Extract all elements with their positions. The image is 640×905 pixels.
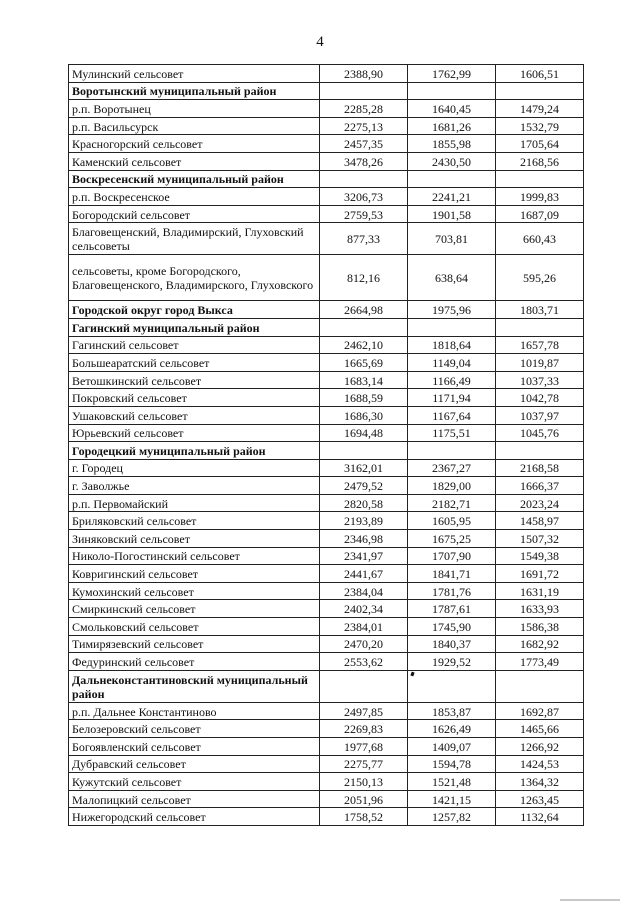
municipality-name-cell: г. Городец <box>69 459 320 477</box>
section-header-row <box>69 301 584 319</box>
municipality-name-cell: Дубравский сельсовет <box>69 755 320 773</box>
value-cell-3: 1045,76 <box>496 424 584 442</box>
table-row <box>69 738 584 756</box>
table-row <box>69 205 584 223</box>
municipality-name-cell: р.п. Воскресенское <box>69 188 320 206</box>
municipality-name-cell: Смольковский сельсовет <box>69 618 320 636</box>
table-row <box>69 582 584 600</box>
value-cell-2: 1175,51 <box>408 424 496 442</box>
table-body <box>69 65 584 826</box>
value-cell-3: 1042,78 <box>496 389 584 407</box>
value-cell-1: 2664,98 <box>320 301 408 319</box>
value-cell-1: 1688,59 <box>320 389 408 407</box>
value-cell-1: 2441,67 <box>320 565 408 583</box>
value-cell-3: 1606,51 <box>496 65 584 83</box>
value-cell-1 <box>320 82 408 100</box>
table-row <box>69 117 584 135</box>
value-cell-1: 2285,28 <box>320 100 408 118</box>
municipality-name-cell: Кумохинский сельсовет <box>69 582 320 600</box>
value-cell-3: 1692,87 <box>496 702 584 720</box>
value-cell-1: 2457,35 <box>320 135 408 153</box>
district-name-cell: Воротынский муниципальный район <box>69 82 320 100</box>
value-cell-2: 2182,71 <box>408 494 496 512</box>
table-row <box>69 255 584 301</box>
table-row <box>69 790 584 808</box>
value-cell-2: 1605,95 <box>408 512 496 530</box>
value-cell-2: 2241,21 <box>408 188 496 206</box>
value-cell-2 <box>408 442 496 460</box>
table-row <box>69 459 584 477</box>
table-row <box>69 223 584 255</box>
table-row <box>69 773 584 791</box>
value-cell-2: 1929,52 <box>408 653 496 671</box>
section-header-row <box>69 82 584 100</box>
value-cell-1: 2470,20 <box>320 635 408 653</box>
value-cell-2: 1975,96 <box>408 301 496 319</box>
municipality-name-cell: Красногорский сельсовет <box>69 135 320 153</box>
municipality-name-cell: Мулинский сельсовет <box>69 65 320 83</box>
value-cell-3: 1631,19 <box>496 582 584 600</box>
section-header-row <box>69 670 584 702</box>
table-row <box>69 188 584 206</box>
value-cell-3 <box>496 318 584 336</box>
value-cell-2: 1521,48 <box>408 773 496 791</box>
value-cell-3: 1691,72 <box>496 565 584 583</box>
value-cell-3: 1479,24 <box>496 100 584 118</box>
value-cell-1: 2275,13 <box>320 117 408 135</box>
municipality-name-cell: Богородский сельсовет <box>69 205 320 223</box>
district-name-cell: Дальнеконстантиновский муниципальный район <box>69 670 320 702</box>
district-name-cell: Городской округ город Выкса <box>69 301 320 319</box>
value-cell-3: 1666,37 <box>496 477 584 495</box>
value-cell-2: 1421,15 <box>408 790 496 808</box>
value-cell-1: 1694,48 <box>320 424 408 442</box>
value-cell-2: 1855,98 <box>408 135 496 153</box>
table-row <box>69 547 584 565</box>
value-cell-3: 1266,92 <box>496 738 584 756</box>
value-cell-2: 1707,90 <box>408 547 496 565</box>
value-cell-2: 703,81 <box>408 223 496 255</box>
value-cell-3: 1132,64 <box>496 808 584 826</box>
value-cell-1: 2820,58 <box>320 494 408 512</box>
page-number: 4 <box>316 34 324 50</box>
value-cell-2: 1853,87 <box>408 702 496 720</box>
value-cell-3 <box>496 82 584 100</box>
value-cell-1: 3478,26 <box>320 152 408 170</box>
value-cell-1: 2341,97 <box>320 547 408 565</box>
value-cell-2: 1818,64 <box>408 336 496 354</box>
section-header-row <box>69 318 584 336</box>
value-cell-2: 1781,76 <box>408 582 496 600</box>
value-cell-3: 595,26 <box>496 255 584 301</box>
value-cell-1: 1758,52 <box>320 808 408 826</box>
value-cell-3: 1037,33 <box>496 371 584 389</box>
value-cell-2: 1149,04 <box>408 354 496 372</box>
district-name-cell: Городецкий муниципальный район <box>69 442 320 460</box>
value-cell-2: 1257,82 <box>408 808 496 826</box>
value-cell-3: 1465,66 <box>496 720 584 738</box>
value-cell-3: 1364,32 <box>496 773 584 791</box>
municipality-name-cell: р.п. Первомайский <box>69 494 320 512</box>
table-row <box>69 389 584 407</box>
municipality-name-cell: Ветошкинский сельсовет <box>69 371 320 389</box>
value-cell-3: 1633,93 <box>496 600 584 618</box>
table-row <box>69 635 584 653</box>
value-cell-1: 3162,01 <box>320 459 408 477</box>
value-cell-1 <box>320 442 408 460</box>
footer-stamp-mark <box>560 899 620 901</box>
value-cell-2: 1675,25 <box>408 530 496 548</box>
value-cell-3: 1549,38 <box>496 547 584 565</box>
municipality-name-cell: Федуринский сельсовет <box>69 653 320 671</box>
table-row <box>69 336 584 354</box>
table-row <box>69 406 584 424</box>
value-cell-1 <box>320 170 408 188</box>
value-cell-3: 1687,09 <box>496 205 584 223</box>
value-cell-1: 2388,90 <box>320 65 408 83</box>
value-cell-3: 660,43 <box>496 223 584 255</box>
municipality-name-cell: Малопицкий сельсовет <box>69 790 320 808</box>
value-cell-2 <box>408 82 496 100</box>
value-cell-2: 1762,99 <box>408 65 496 83</box>
value-cell-1: 1683,14 <box>320 371 408 389</box>
table-row <box>69 512 584 530</box>
municipality-name-cell: Гагинский сельсовет <box>69 336 320 354</box>
value-cell-2: 1745,90 <box>408 618 496 636</box>
value-cell-2 <box>408 318 496 336</box>
value-cell-1 <box>320 318 408 336</box>
table-row <box>69 152 584 170</box>
municipality-name-cell: Покровский сельсовет <box>69 389 320 407</box>
value-cell-1: 2275,77 <box>320 755 408 773</box>
value-cell-2: 1829,00 <box>408 477 496 495</box>
municipality-name-cell: г. Заволжье <box>69 477 320 495</box>
value-cell-1: 877,33 <box>320 223 408 255</box>
value-cell-1: 2759,53 <box>320 205 408 223</box>
tariff-table <box>68 64 584 826</box>
value-cell-3: 2168,58 <box>496 459 584 477</box>
value-cell-1: 2497,85 <box>320 702 408 720</box>
value-cell-1: 2269,83 <box>320 720 408 738</box>
section-header-row <box>69 442 584 460</box>
district-name-cell: Гагинский муниципальный район <box>69 318 320 336</box>
value-cell-3 <box>496 670 584 702</box>
municipality-name-cell: Богоявленский сельсовет <box>69 738 320 756</box>
table-row <box>69 755 584 773</box>
table-row <box>69 565 584 583</box>
value-cell-1: 3206,73 <box>320 188 408 206</box>
value-cell-2: 1594,78 <box>408 755 496 773</box>
table-row <box>69 65 584 83</box>
value-cell-1 <box>320 670 408 702</box>
value-cell-2: 1901,58 <box>408 205 496 223</box>
value-cell-2: 1409,07 <box>408 738 496 756</box>
table-row <box>69 530 584 548</box>
value-cell-3: 1507,32 <box>496 530 584 548</box>
table-row <box>69 720 584 738</box>
municipality-name-cell: Нижегородский сельсовет <box>69 808 320 826</box>
municipality-name-cell: Благовещенский, Владимирский, Глуховский сельсоветы <box>69 223 320 255</box>
municipality-name-cell: Большеаратский сельсовет <box>69 354 320 372</box>
value-cell-3 <box>496 442 584 460</box>
value-cell-2: 1626,49 <box>408 720 496 738</box>
municipality-name-cell: сельсоветы, кроме Богородского, Благовещенского, Владимирского, Глуховского <box>69 255 320 301</box>
value-cell-3: 1586,38 <box>496 618 584 636</box>
value-cell-3: 2023,24 <box>496 494 584 512</box>
value-cell-3: 1037,97 <box>496 406 584 424</box>
value-cell-2: 638,64 <box>408 255 496 301</box>
municipality-name-cell: Ушаковский сельсовет <box>69 406 320 424</box>
value-cell-1: 2346,98 <box>320 530 408 548</box>
table-row <box>69 600 584 618</box>
value-cell-1: 1977,68 <box>320 738 408 756</box>
table-row <box>69 100 584 118</box>
municipality-name-cell: р.п. Дальнее Константиново <box>69 702 320 720</box>
value-cell-2: 1841,71 <box>408 565 496 583</box>
table-row <box>69 618 584 636</box>
value-cell-1: 2462,10 <box>320 336 408 354</box>
value-cell-2: 1166,49 <box>408 371 496 389</box>
value-cell-1: 1686,30 <box>320 406 408 424</box>
value-cell-3: 1458,97 <box>496 512 584 530</box>
value-cell-3: 2168,56 <box>496 152 584 170</box>
value-cell-1: 2150,13 <box>320 773 408 791</box>
value-cell-1: 2553,62 <box>320 653 408 671</box>
district-name-cell: Воскресенский муниципальный район <box>69 170 320 188</box>
value-cell-1: 1665,69 <box>320 354 408 372</box>
value-cell-3: 1682,92 <box>496 635 584 653</box>
municipality-name-cell: р.п. Воротынец <box>69 100 320 118</box>
table-row <box>69 354 584 372</box>
municipality-name-cell: Зиняковский сельсовет <box>69 530 320 548</box>
value-cell-2: 1171,94 <box>408 389 496 407</box>
value-cell-1: 2193,89 <box>320 512 408 530</box>
value-cell-1: 812,16 <box>320 255 408 301</box>
municipality-name-cell: Каменский сельсовет <box>69 152 320 170</box>
value-cell-1: 2051,96 <box>320 790 408 808</box>
table-row <box>69 808 584 826</box>
value-cell-2: 1640,45 <box>408 100 496 118</box>
value-cell-2: 2430,50 <box>408 152 496 170</box>
value-cell-3: 1424,53 <box>496 755 584 773</box>
table-row <box>69 424 584 442</box>
value-cell-2: 2367,27 <box>408 459 496 477</box>
value-cell-3: 1773,49 <box>496 653 584 671</box>
value-cell-3: 1019,87 <box>496 354 584 372</box>
municipality-name-cell: Смиркинский сельсовет <box>69 600 320 618</box>
municipality-name-cell: Кужутский сельсовет <box>69 773 320 791</box>
municipality-name-cell: Белозеровский сельсовет <box>69 720 320 738</box>
value-cell-3: 1999,83 <box>496 188 584 206</box>
section-header-row <box>69 170 584 188</box>
value-cell-3: 1803,71 <box>496 301 584 319</box>
municipality-name-cell: р.п. Васильсурск <box>69 117 320 135</box>
table-row <box>69 135 584 153</box>
value-cell-2 <box>408 670 496 702</box>
value-cell-2 <box>408 170 496 188</box>
table-row <box>69 477 584 495</box>
value-cell-1: 2384,04 <box>320 582 408 600</box>
value-cell-2: 1787,61 <box>408 600 496 618</box>
value-cell-1: 2384,01 <box>320 618 408 636</box>
value-cell-3: 1705,64 <box>496 135 584 153</box>
table-row <box>69 494 584 512</box>
table-row <box>69 653 584 671</box>
table-row <box>69 371 584 389</box>
municipality-name-cell: Николо-Погостинский сельсовет <box>69 547 320 565</box>
value-cell-3 <box>496 170 584 188</box>
value-cell-3: 1532,79 <box>496 117 584 135</box>
value-cell-2: 1840,37 <box>408 635 496 653</box>
value-cell-2: 1681,26 <box>408 117 496 135</box>
value-cell-2: 1167,64 <box>408 406 496 424</box>
municipality-name-cell: Тимирязевский сельсовет <box>69 635 320 653</box>
municipality-name-cell: Юрьевский сельсовет <box>69 424 320 442</box>
value-cell-1: 2479,52 <box>320 477 408 495</box>
municipality-name-cell: Ковригинский сельсовет <box>69 565 320 583</box>
table-row <box>69 702 584 720</box>
value-cell-1: 2402,34 <box>320 600 408 618</box>
value-cell-3: 1657,78 <box>496 336 584 354</box>
value-cell-3: 1263,45 <box>496 790 584 808</box>
municipality-name-cell: Бриляковский сельсовет <box>69 512 320 530</box>
